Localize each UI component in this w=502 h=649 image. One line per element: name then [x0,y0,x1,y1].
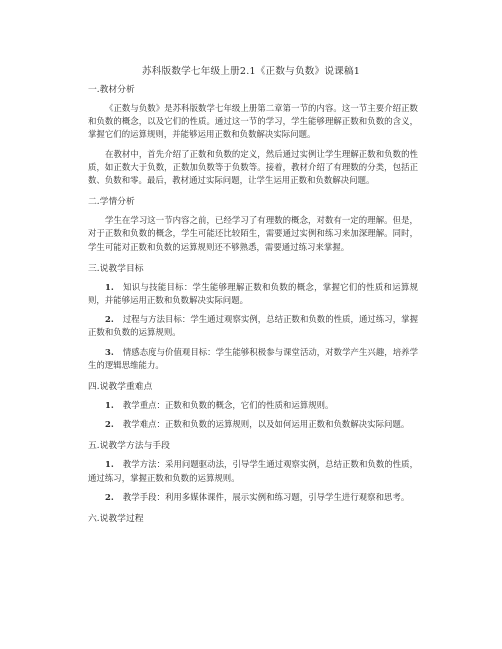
list-item [88,458,418,484]
document-body [88,84,418,525]
section-heading-methods: 五.说教学方法与手段 [88,441,170,452]
list-item [88,491,418,504]
paragraph: 《正数与负数》是苏科版数学七年级上册第二章第一节的内容。这一节主要介绍正数和负数的概念，以及它们的性质。通过这一节的学习，学生能够理解正数和负数的含义，掌握它们的运算规则，并能够运用正数和负数解决实际问题。 [88,103,418,140]
section-heading-teaching-goals: 三.说教学目标 [88,263,144,274]
list-item-number: 2. [105,419,114,430]
list-item-text: 教学方法：采用问题驱动法，引导学生通过观察实例，总结正数和负数的性质，通过练习，掌握正数和负数的运算规则。 [88,459,418,483]
list-item-text: 教学难点：正数和负数的运算规则，以及如何运用正数和负数解决实际问题。 [122,419,410,430]
section-heading-key-points: 四.说教学重难点 [88,382,153,393]
list-item-number: 1. [105,281,114,292]
list-item [88,281,418,307]
list-item-number: 2. [105,491,114,502]
list-item [88,418,418,431]
list-item-number: 1. [105,459,114,470]
list-item [88,346,418,372]
section-heading-teaching-process: 六.说教学过程 [88,514,144,525]
list-item [88,399,418,412]
section-heading-student-analysis: 二.学情分析 [88,197,135,208]
paragraph: 在教材中，首先介绍了正数和负数的定义，然后通过实例让学生理解正数和负数的性质，如正数大于负数，正数加负数等于负数等。接着，教材介绍了有理数的分类，包括正数、负数和零。最后，教材通过实际问题，让学生运用正数和负数解决问题。 [88,148,418,186]
section-heading-textbook-analysis: 一.教材分析 [88,85,135,95]
document-title: 苏科版数学七年级上册2.1《正数与负数》说课稿1 [141,66,361,77]
list-item-number: 2. [105,314,114,325]
list-item-text: 知识与技能目标：学生能够理解正数和负数的概念，掌握它们的性质和运算规则，并能够运用正数和负数解决实际问题。 [88,281,418,306]
paragraph: 学生在学习这一节内容之前，已经学习了有理数的概念，对数有一定的理解。但是，对于正数和负数的概念，学生可能还比较陌生，需要通过实例和练习来加深理解。同时，学生可能对正数和负数的运算规则还不够熟悉，需要通过练习来掌握。 [88,215,418,252]
list-item [88,313,418,339]
list-item-text: 情感态度与价值观目标：学生能够积极参与课堂活动，对数学产生兴趣，培养学生的逻辑思维能力。 [88,346,418,370]
list-item-text: 教学手段：利用多媒体课件，展示实例和练习题，引导学生进行观察和思考。 [122,491,410,502]
list-item-text: 过程与方法目标：学生通过观察实例，总结正数和负数的性质，通过练习，掌握正数和负数的运算规则。 [88,314,418,338]
list-item-text: 教学重点：正数和负数的概念，它们的性质和运算规则。 [122,400,334,411]
list-item-number: 1. [105,400,114,411]
list-item-number: 3. [105,346,114,357]
